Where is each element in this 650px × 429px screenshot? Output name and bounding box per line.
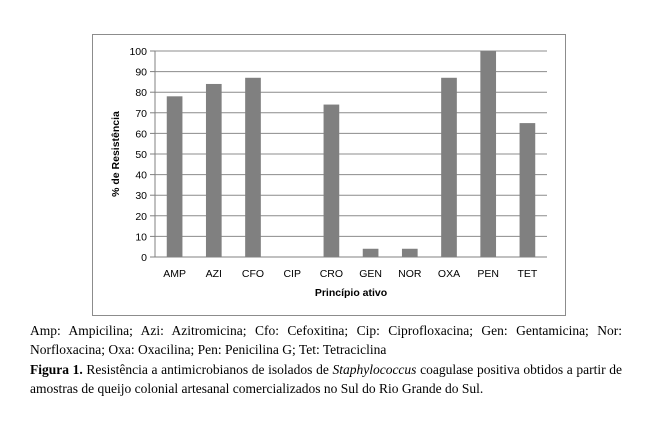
y-tick-label: 100	[129, 46, 147, 58]
bar-cfo	[245, 78, 261, 257]
x-tick-label: CFO	[241, 268, 265, 280]
caption-text-1: Resistência a antimicrobianos de isolados de	[82, 362, 333, 377]
bar-nor	[402, 249, 418, 257]
y-tick-label: 50	[135, 149, 147, 161]
y-tick-label: 90	[135, 66, 147, 79]
chart-frame	[92, 34, 566, 316]
bar-pen	[480, 51, 496, 257]
y-tick-label: 80	[135, 87, 147, 100]
x-axis-title: Princípio ativo	[314, 287, 388, 299]
bar-amp	[167, 96, 183, 257]
y-tick-label: 30	[135, 190, 147, 203]
x-tick-label: PEN	[477, 268, 499, 280]
bar-gen	[363, 249, 379, 257]
figure-caption	[30, 360, 622, 398]
y-axis-title: % de Resistência	[110, 111, 122, 197]
y-tick-labels	[129, 46, 147, 264]
bar-tet	[520, 123, 536, 257]
y-tick-label: 10	[135, 231, 147, 244]
x-tick-label: TET	[517, 268, 538, 280]
y-tick-label: 70	[135, 107, 147, 120]
bar-cro	[324, 105, 340, 257]
figure-label: Figura 1.	[30, 362, 83, 377]
bar-azi	[206, 84, 222, 257]
x-tick-label: OXA	[437, 268, 461, 280]
abbreviations-legend: Amp: Ampicilina; Azi: Azitromicina; Cfo: Cefoxitina; Cip: Ciprofloxacina; Gen: Gentamicina; Nor: Norfloxacina; Oxa: Oxacilina; Pen: Penicilina G; Tet: Tetraciclina	[30, 323, 622, 357]
x-tick-label: AZI	[205, 268, 222, 280]
bar-oxa	[441, 78, 457, 257]
y-tick-label: 20	[135, 210, 147, 223]
x-tick-label: GEN	[359, 268, 382, 280]
x-tick-label: AMP	[163, 268, 186, 280]
x-tick-label: CIP	[283, 268, 301, 280]
y-tick-label: 40	[135, 169, 147, 182]
y-tick-label: 60	[135, 128, 147, 141]
x-tick-labels	[163, 268, 538, 280]
x-tick-label: CRO	[319, 268, 344, 280]
bar-chart	[93, 35, 567, 317]
y-tick-label: 0	[141, 252, 147, 264]
caption-text-2: coagulase positiva obtidos a partir de amostras de queijo colonial artesanal comercializados no Sul do Rio Grande do Sul.	[30, 362, 622, 396]
x-tick-label: NOR	[398, 268, 422, 280]
caption-italic-term: Staphylococcus	[332, 362, 417, 377]
